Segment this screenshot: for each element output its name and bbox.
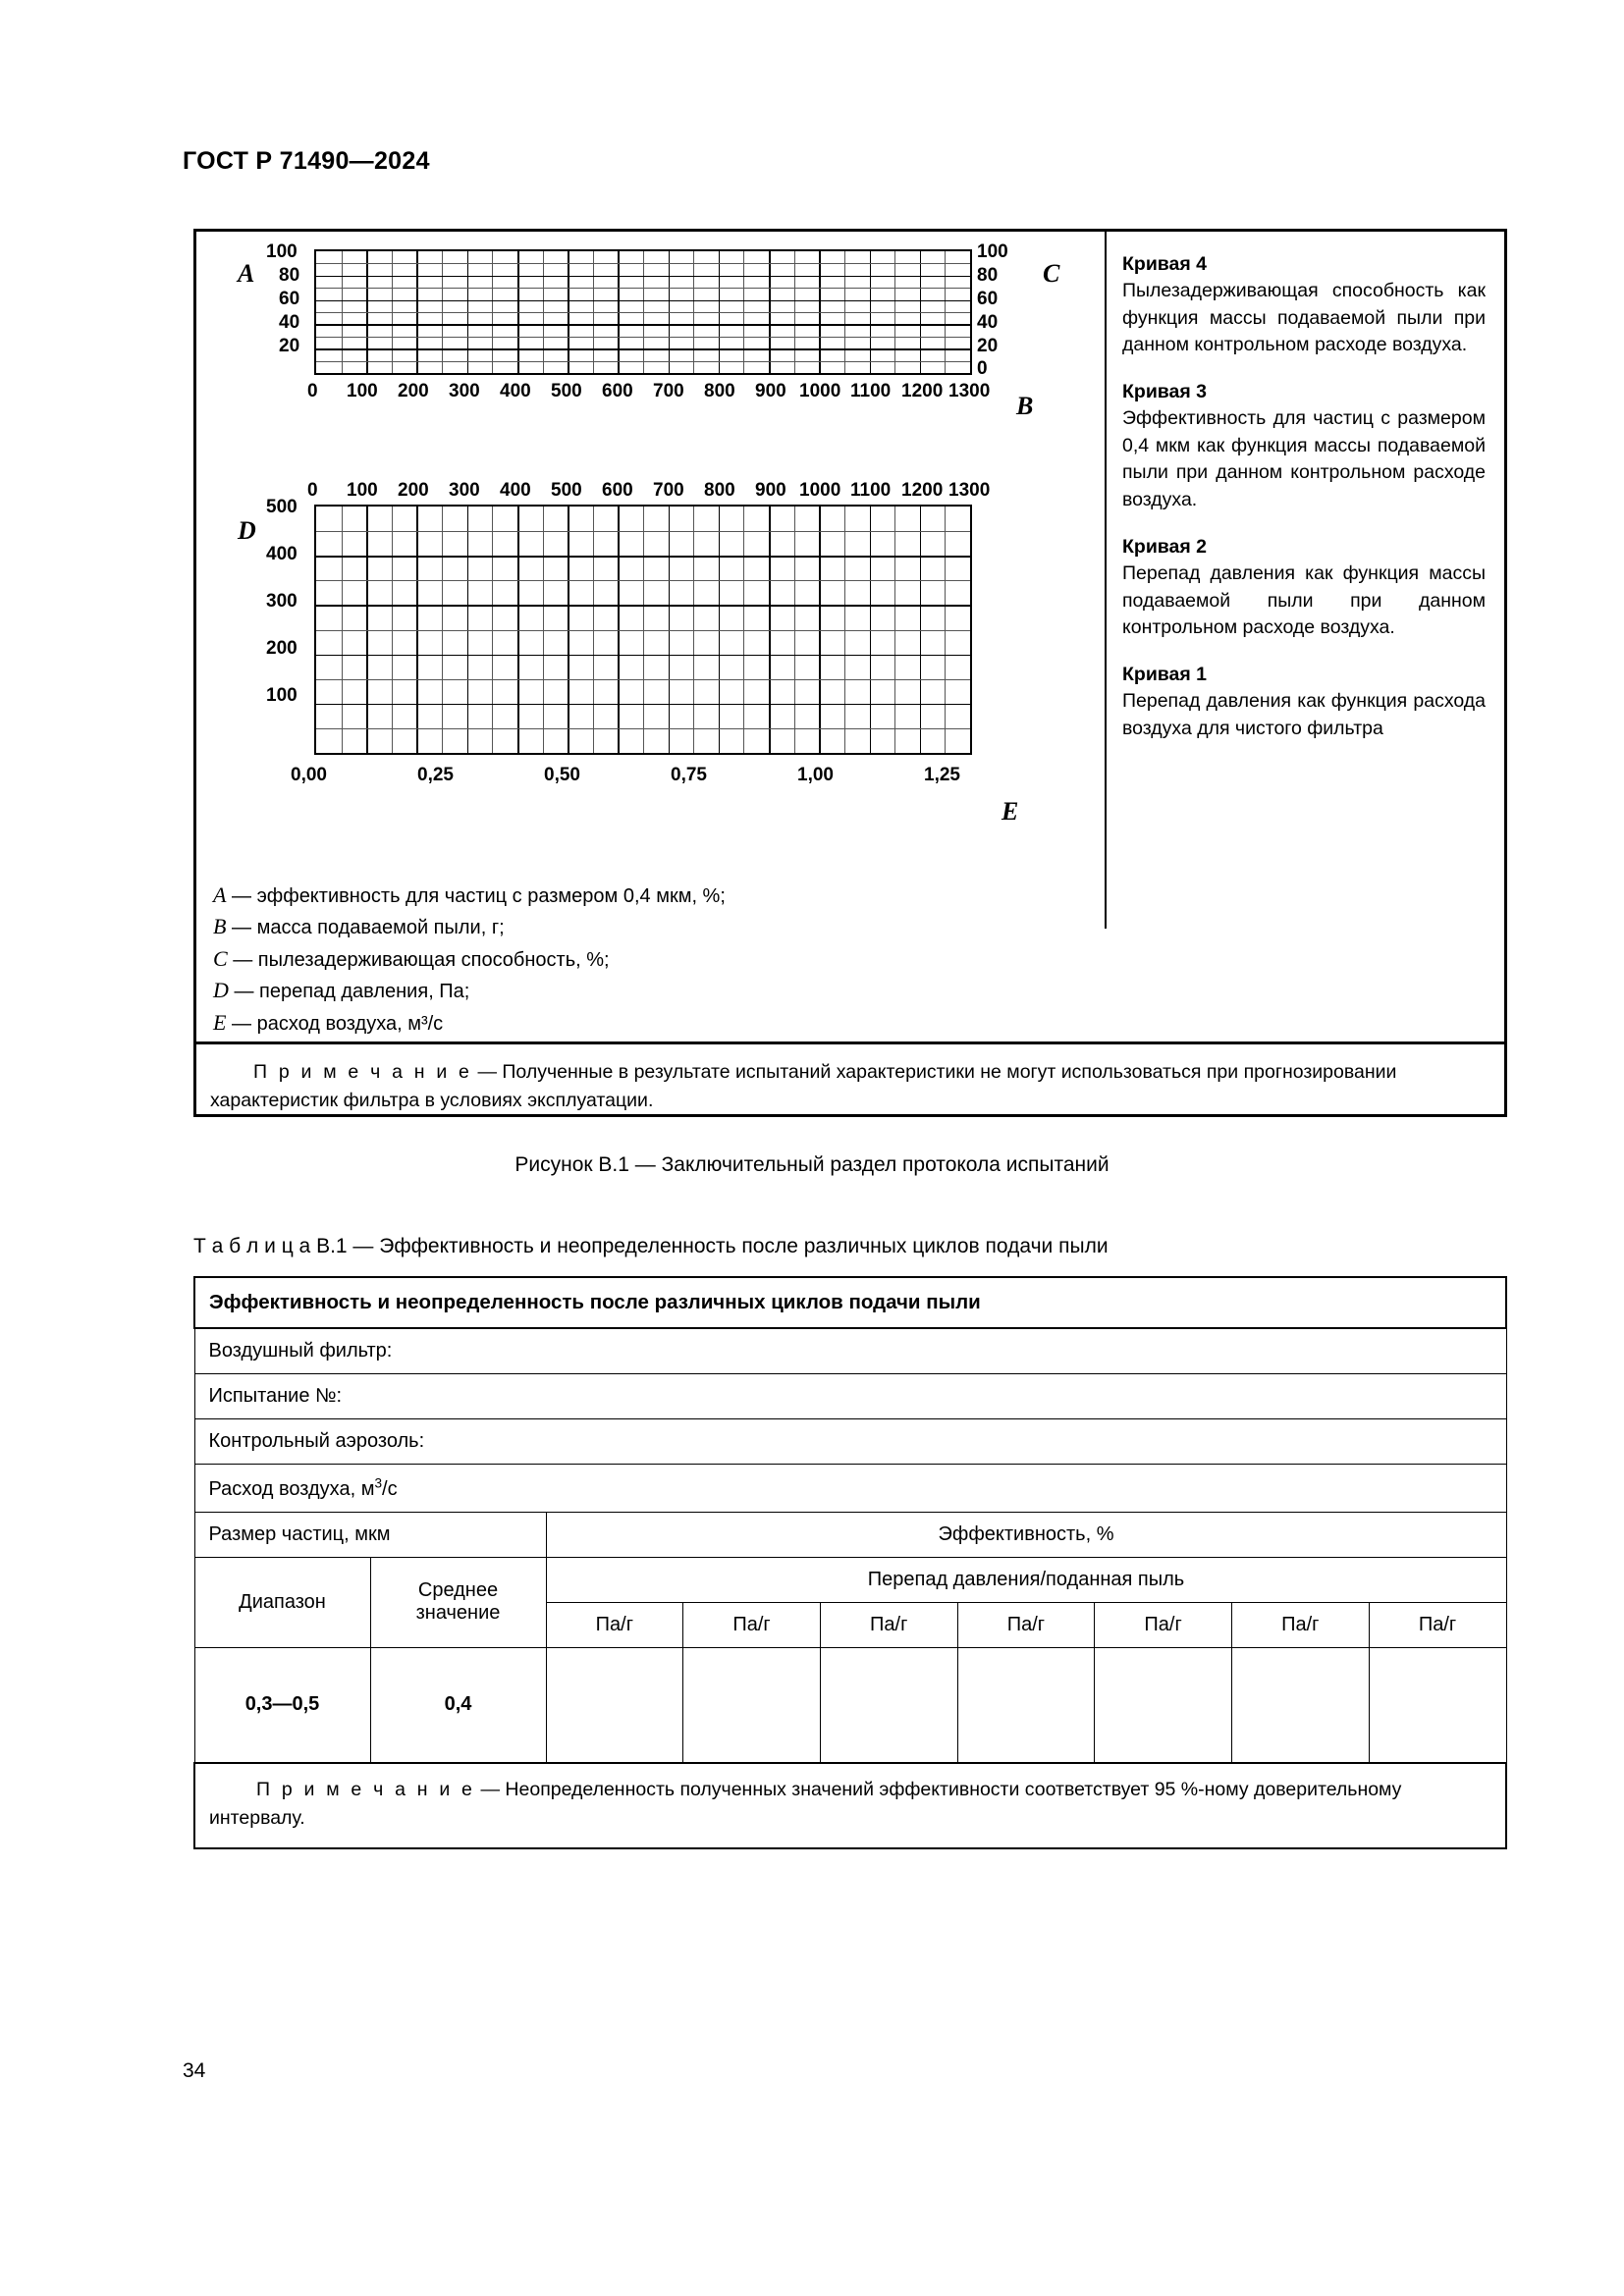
legend-symbol-b: B (213, 914, 227, 939)
chart-1-axis-letter-c: C (1043, 259, 1060, 288)
chart-2-xbottomtick-1: 0,25 (417, 765, 454, 785)
chart-1-y2tick-3: 40 (977, 312, 999, 333)
table-cell-data-5[interactable] (1095, 1647, 1232, 1763)
curve-2-block (1122, 536, 1486, 642)
results-table (193, 1276, 1507, 1849)
curve-1-text: Перепад давления как функция расхода воздуха для чистого фильтра (1122, 689, 1486, 739)
table-cell-test-number: Испытание №: (194, 1374, 1506, 1419)
curve-1-block (1122, 664, 1486, 742)
table-header-range: Диапазон (194, 1557, 370, 1647)
document-header: ГОСТ Р 71490—2024 (183, 147, 430, 175)
chart-2-ytick-2: 300 (266, 591, 298, 612)
table-header-unit-2: Па/г (683, 1602, 821, 1647)
chart-2-xbottomtick-0: 0,00 (291, 765, 327, 785)
chart-2-xtoptick-11: 1100 (850, 480, 892, 501)
table-note-cell (194, 1763, 1506, 1848)
chart-1-y2tick-2: 60 (977, 289, 999, 309)
chart-1-ytick-0: 100 (266, 241, 298, 262)
figure-note (210, 1058, 1487, 1116)
figure-vertical-divider (1105, 232, 1107, 929)
chart-2-xtoptick-1: 100 (347, 480, 378, 501)
curve-4-block (1122, 253, 1486, 359)
chart-1-axis-letter-b: B (1016, 392, 1034, 420)
chart-1-xtick-1: 100 (347, 381, 378, 401)
chart-2-xtoptick-5: 500 (551, 480, 582, 501)
chart-2-xtoptick-3: 300 (449, 480, 480, 501)
chart-2-ytick-1: 400 (266, 544, 298, 564)
chart-1-xtick-12: 1200 (901, 381, 944, 401)
figure-container (193, 229, 1507, 1117)
curve-1-title: Кривая 1 (1122, 663, 1208, 685)
figure-horizontal-divider (196, 1041, 1504, 1044)
table-cell-air-flow-label: Расход воздуха, $м^3/с$ (208, 1475, 398, 1500)
table-cell-data-2[interactable] (683, 1647, 821, 1763)
chart-1-ytick-3: 40 (279, 312, 300, 333)
legend-text-c: — пылезадерживающая способность, %; (233, 948, 610, 971)
table-header-unit-7: Па/г (1369, 1602, 1506, 1647)
table-cell-data-3[interactable] (820, 1647, 957, 1763)
legend-item-e (213, 1007, 726, 1039)
figure-legend (213, 880, 726, 1039)
chart-1-xtick-3: 300 (449, 381, 480, 401)
table-cell-data-7[interactable] (1369, 1647, 1506, 1763)
chart-2-ytick-3: 200 (266, 638, 298, 659)
chart-2-ytick-4: 100 (266, 685, 298, 706)
legend-item-b (213, 911, 726, 942)
chart-1-xtick-2: 200 (398, 381, 429, 401)
curve-3-text: Эффективность для частиц с размером 0,4 мкм как функция массы подаваемой пыли при данном контрольном расходе воздуха. (1122, 407, 1486, 511)
figure-note-label: П р и м е ч а н и е (253, 1061, 473, 1083)
table-row (194, 1374, 1506, 1419)
table-header-unit-1: Па/г (546, 1602, 683, 1647)
table-caption: Т а б л и ц а В.1 — Эффективность и неопределенность после различных циклов подачи пыли (193, 1235, 1109, 1257)
legend-text-d: — перепад давления, Па; (234, 981, 470, 1003)
chart-1-axis-letter-a: A (238, 259, 255, 288)
chart-2-xtoptick-9: 900 (755, 480, 786, 501)
page-number: 34 (183, 2059, 206, 2082)
table-cell-test-aerosol: Контрольный аэрозоль: (194, 1419, 1506, 1465)
figure-note-text: — Полученные в результате испытаний характеристики не могут использоваться при прогнозировании характеристик фильтра в условиях эксплуатации. (210, 1061, 1397, 1112)
table-row (194, 1465, 1506, 1513)
chart-1-ytick-4: 20 (279, 336, 300, 356)
curve-3-title: Кривая 3 (1122, 381, 1208, 403)
legend-symbol-a: A (213, 882, 227, 907)
chart-2-xbottomtick-4: 1,00 (797, 765, 834, 785)
table-row (194, 1419, 1506, 1465)
table-header-efficiency: Эффективность, % (546, 1512, 1506, 1557)
curve-2-text: Перепад давления как функция массы подаваемой пыли при данном контрольном расходе воздуха. (1122, 561, 1486, 639)
chart-2-xbottomtick-2: 0,50 (544, 765, 580, 785)
chart-2-xtoptick-2: 200 (398, 480, 429, 501)
curve-descriptions (1122, 253, 1486, 764)
curve-2-title: Кривая 2 (1122, 535, 1208, 558)
chart-1-xtick-9: 900 (755, 381, 786, 401)
table-row (194, 1557, 1506, 1602)
chart-2-xtoptick-4: 400 (500, 480, 531, 501)
chart-1-y2tick-5: 0 (977, 358, 988, 379)
legend-symbol-e: E (213, 1009, 227, 1035)
chart-2-xtoptick-0: 0 (307, 480, 318, 501)
legend-text-e: — расход воздуха, м³/с (232, 1012, 444, 1035)
legend-text-b: — масса подаваемой пыли, г; (232, 917, 505, 939)
table-cell-mean-value: 0,4 (370, 1647, 546, 1763)
chart-2-ytick-0: 500 (266, 497, 298, 517)
chart-1-xtick-6: 600 (602, 381, 633, 401)
chart-1-ytick-2: 60 (279, 289, 300, 309)
legend-text-a: — эффективность для частиц с размером 0,4 мкм, %; (232, 885, 726, 907)
figure-caption: Рисунок В.1 — Заключительный раздел протокола испытаний (514, 1153, 1110, 1176)
chart-2-xtoptick-10: 1000 (799, 480, 841, 501)
chart-1-xtick-5: 500 (551, 381, 582, 401)
table-title-cell: Эффективность и неопределенность после различных циклов подачи пыли (194, 1277, 1506, 1328)
table-note-text: — Неопределенность полученных значений эффективности соответствует 95 %-ному доверительному интервалу. (209, 1779, 1402, 1830)
table-header-unit-3: Па/г (820, 1602, 957, 1647)
chart-2-xtoptick-7: 700 (653, 480, 684, 501)
legend-item-c (213, 943, 726, 975)
table-row (194, 1277, 1506, 1328)
chart-2-grid (314, 505, 972, 755)
table-row (194, 1763, 1506, 1848)
chart-1-xtick-13: 1300 (948, 381, 991, 401)
table-header-unit-5: Па/г (1095, 1602, 1232, 1647)
table-row (194, 1647, 1506, 1763)
table-cell-range-value: 0,3—0,5 (194, 1647, 370, 1763)
chart-1-xtick-4: 400 (500, 381, 531, 401)
chart-1-xtick-8: 800 (704, 381, 735, 401)
chart-1-xtick-11: 1100 (850, 381, 892, 401)
table-row (194, 1328, 1506, 1374)
table-cell-air-filter: Воздушный фильтр: (194, 1328, 1506, 1374)
table-row (194, 1512, 1506, 1557)
chart-1-y2tick-1: 80 (977, 265, 999, 286)
chart-1-y2tick-4: 20 (977, 336, 999, 356)
table-header-mean: Среднее значение (370, 1557, 546, 1647)
chart-1-ytick-1: 80 (279, 265, 300, 286)
table-header-particle-size: Размер частиц, мкм (194, 1512, 546, 1557)
legend-symbol-c: C (213, 945, 228, 971)
chart-1-xtick-10: 1000 (799, 381, 841, 401)
chart-2-axis-letter-e: E (1001, 797, 1019, 826)
chart-2-xbottomtick-3: 0,75 (671, 765, 707, 785)
chart-2-axis-letter-d: D (238, 516, 256, 545)
table-header-unit-6: Па/г (1231, 1602, 1369, 1647)
curve-3-block (1122, 381, 1486, 514)
table-cell-data-1[interactable] (546, 1647, 683, 1763)
table-cell-data-6[interactable] (1231, 1647, 1369, 1763)
legend-item-a (213, 880, 726, 911)
chart-1-xtick-7: 700 (653, 381, 684, 401)
table-cell-air-flow (194, 1465, 1506, 1513)
chart-2-xtoptick-13: 1300 (948, 480, 991, 501)
chart-1-grid (314, 249, 972, 375)
chart-1-y2tick-0: 100 (977, 241, 1008, 262)
chart-1-xtick-0: 0 (307, 381, 318, 401)
curve-4-text: Пылезадерживающая способность как функция массы подаваемой пыли при данном контрольном расходе воздуха. (1122, 280, 1486, 356)
table-header-unit-4: Па/г (957, 1602, 1095, 1647)
chart-1-efficiency-dustholding (196, 232, 1105, 487)
chart-2-pressuredrop-airflow (196, 475, 1105, 887)
table-cell-data-4[interactable] (957, 1647, 1095, 1763)
legend-symbol-d: D (213, 978, 229, 1003)
table-header-pressure-dust: Перепад давления/поданная пыль (546, 1557, 1506, 1602)
curve-4-title: Кривая 4 (1122, 253, 1208, 275)
chart-2-xbottomtick-5: 1,25 (924, 765, 960, 785)
legend-item-d (213, 975, 726, 1006)
chart-2-xtoptick-6: 600 (602, 480, 633, 501)
chart-2-xtoptick-12: 1200 (901, 480, 944, 501)
table-note-label: П р и м е ч а н и е (256, 1779, 476, 1801)
chart-2-xtoptick-8: 800 (704, 480, 735, 501)
